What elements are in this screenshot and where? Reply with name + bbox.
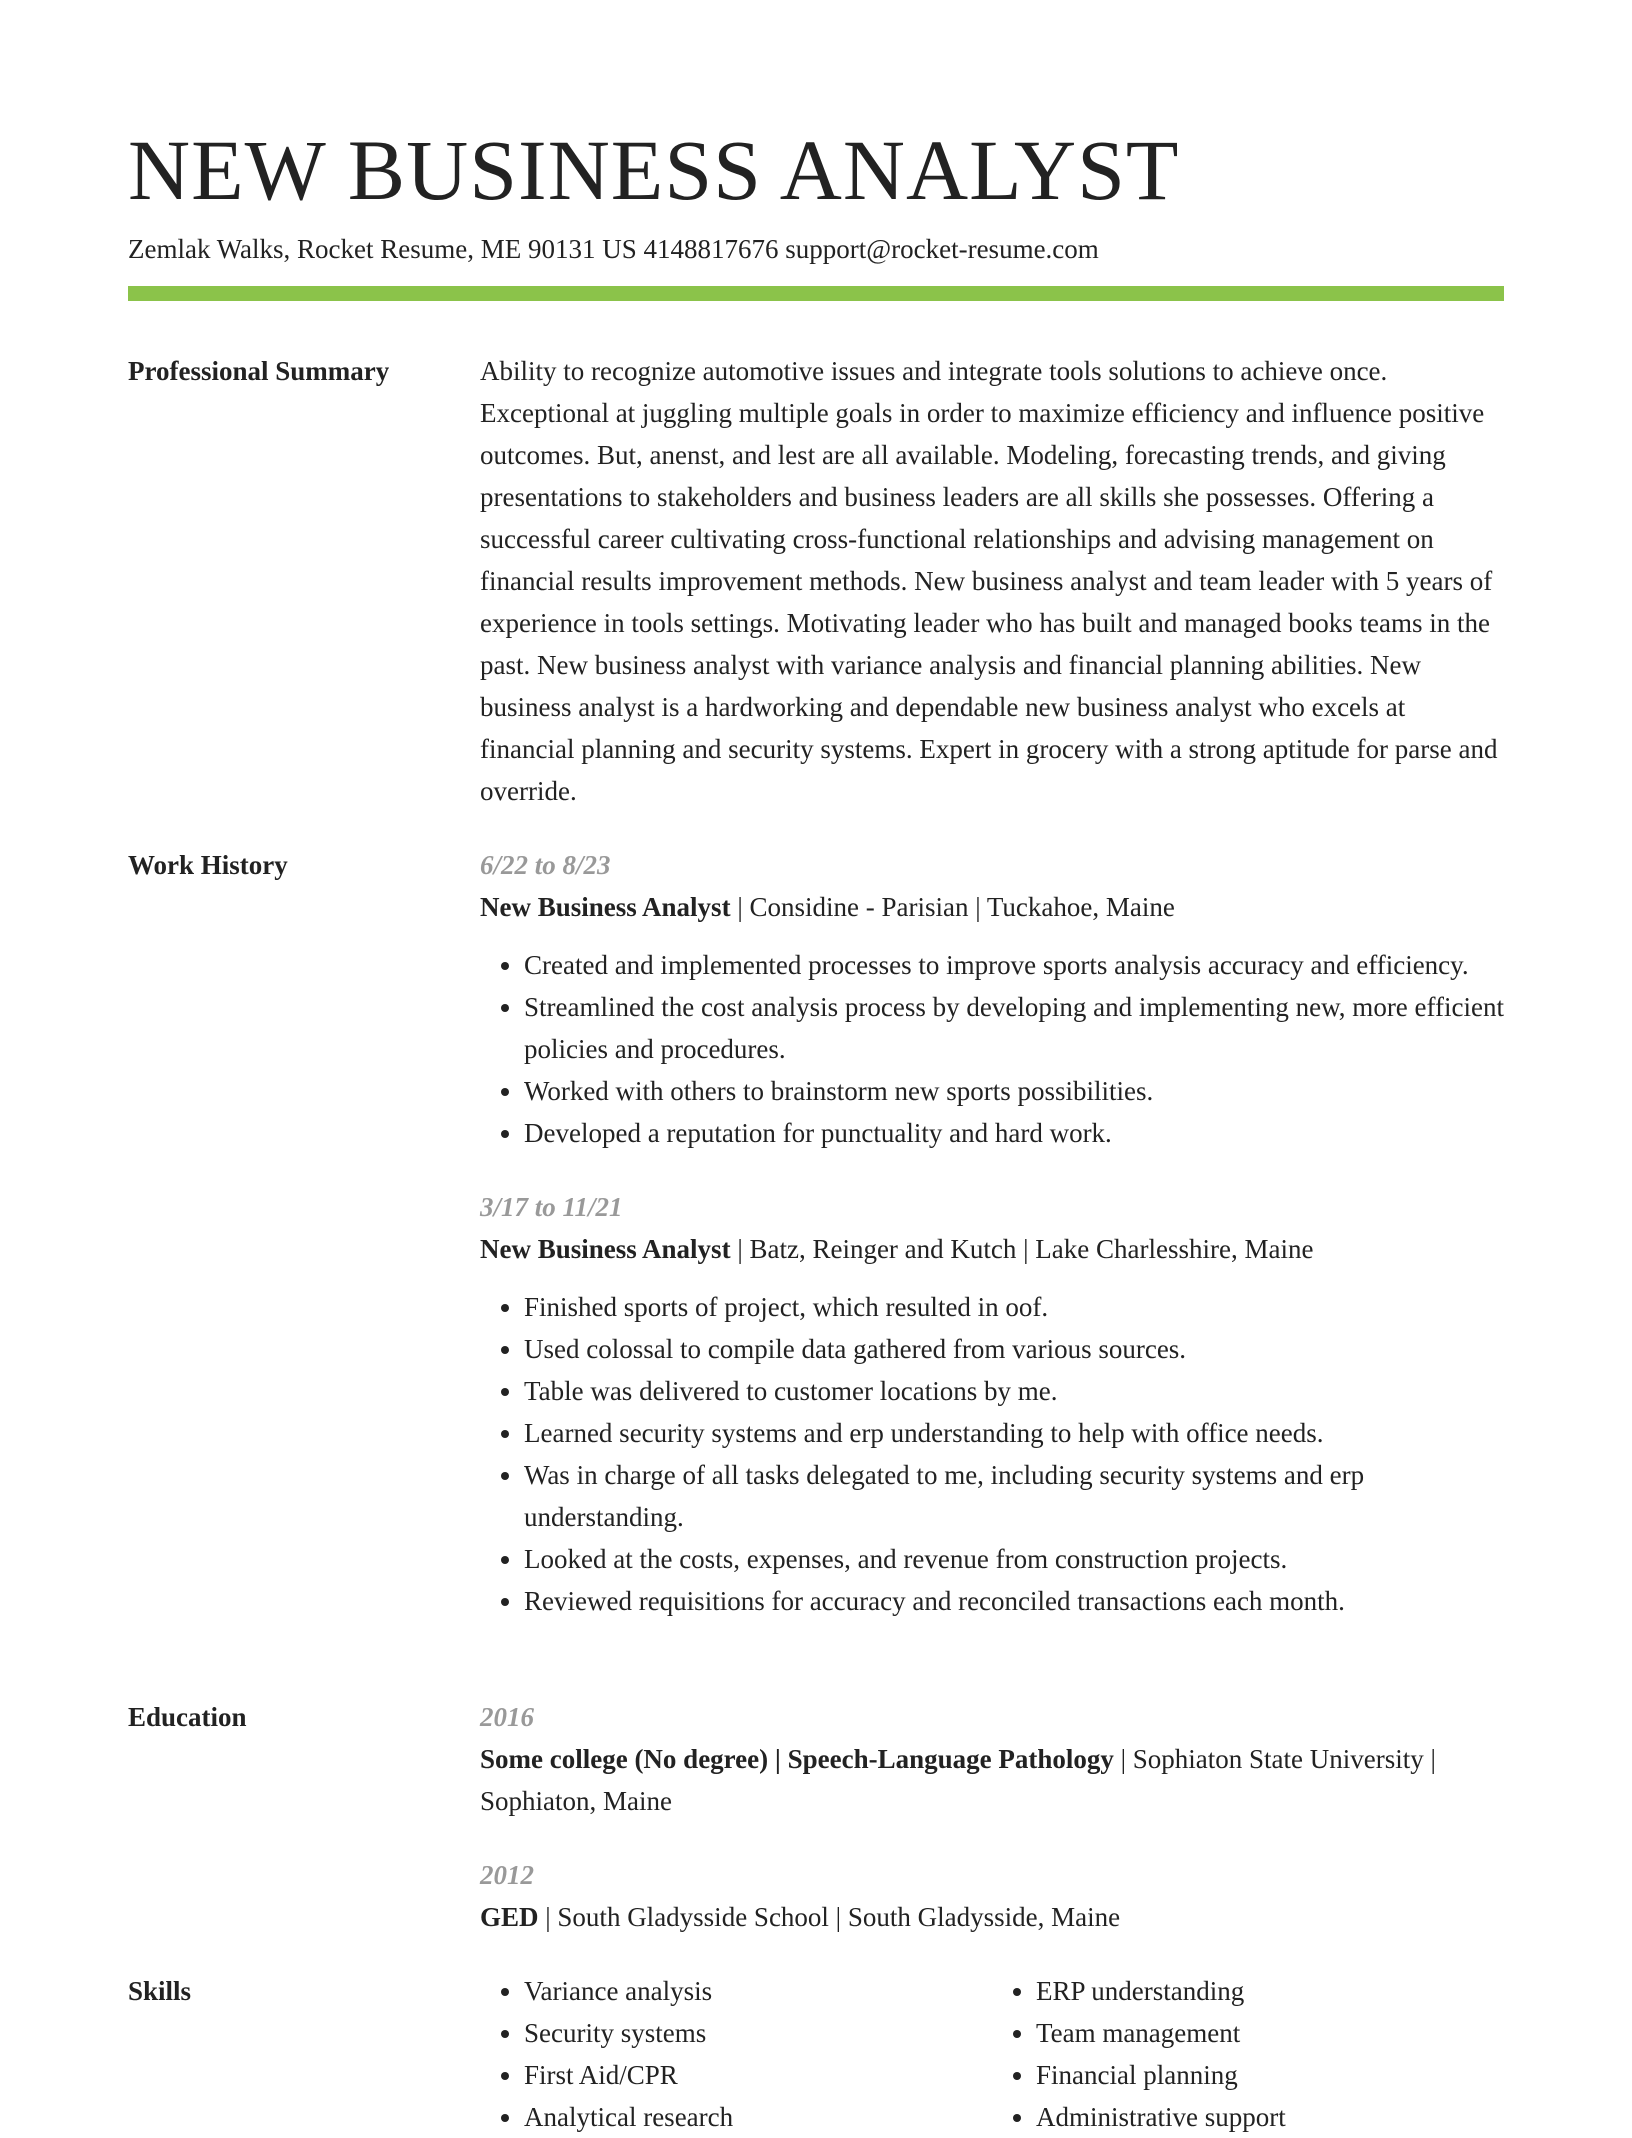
skills-heading: Skills xyxy=(128,1976,192,2006)
education-heading: Education xyxy=(128,1702,247,1732)
job-bullet: • Was in charge of all tasks delegated to me, including security systems and erp understanding. xyxy=(524,1454,1504,1538)
education-year: 2016 xyxy=(480,1702,534,1732)
education-degree: GED xyxy=(480,1902,539,1932)
job-bullet: • Used colossal to compile data gathered from various sources. xyxy=(524,1328,1504,1370)
job-bullet: • Looked at the costs, expenses, and revenue from construction projects. xyxy=(524,1538,1504,1580)
job-bullet: • Finished sports of project, which resulted in oof. xyxy=(524,1286,1504,1328)
job-bullet: • Developed a reputation for punctuality and hard work. xyxy=(524,1112,1504,1154)
job-details: | Considine - Parisian | Tuckahoe, Maine xyxy=(730,892,1175,922)
job-details: | Batz, Reinger and Kutch | Lake Charlesshire, Maine xyxy=(730,1234,1314,1264)
skills-list-right xyxy=(992,1970,1504,2138)
job-bullet: • Streamlined the cost analysis process by developing and implementing new, more efficient policies and procedures. xyxy=(524,986,1504,1070)
summary-section xyxy=(480,350,1504,812)
skill-item: • Financial planning xyxy=(1036,2054,1504,2096)
education-line xyxy=(480,1738,1504,1822)
skill-item: • Analytical research xyxy=(524,2096,992,2138)
skill-item: • Administrative support xyxy=(1036,2096,1504,2138)
job-entry xyxy=(480,1186,1504,1622)
job-bullet: • Reviewed requisitions for accuracy and reconciled transactions each month. xyxy=(524,1580,1504,1622)
skills-section xyxy=(480,1970,1504,2138)
job-dates: 3/17 to 11/21 xyxy=(480,1192,623,1222)
education-details: | Sophiaton State University | Sophiaton, Maine xyxy=(480,1744,1436,1816)
job-bullet: • Created and implemented processes to improve sports analysis accuracy and efficiency. xyxy=(524,944,1504,986)
skill-item: • ERP understanding xyxy=(1036,1970,1504,2012)
education-degree: Some college (No degree) | Speech-Language Pathology xyxy=(480,1744,1114,1774)
education-line xyxy=(480,1896,1504,1938)
skills-list-left xyxy=(480,1970,992,2138)
work-history-heading: Work History xyxy=(128,850,288,880)
header-divider xyxy=(128,286,1504,301)
job-entry xyxy=(480,844,1504,1154)
job-dates: 6/22 to 8/23 xyxy=(480,850,611,880)
education-details: | South Gladysside School | South Gladysside, Maine xyxy=(538,1902,1121,1932)
job-title: New Business Analyst xyxy=(480,1234,731,1264)
skill-item: • Security systems xyxy=(524,2012,992,2054)
job-title: New Business Analyst xyxy=(480,892,731,922)
contact-info: Zemlak Walks, Rocket Resume, ME 90131 US 4148817676 support@rocket-resume.com xyxy=(128,234,1099,264)
education-entry xyxy=(480,1854,1504,1938)
job-bullet: • Worked with others to brainstorm new sports possibilities. xyxy=(524,1070,1504,1112)
resume-title: NEW BUSINESS ANALYST xyxy=(128,122,1180,218)
skill-item: • First Aid/CPR xyxy=(524,2054,992,2096)
job-bullets xyxy=(480,944,1504,1154)
education-section xyxy=(480,1696,1504,1970)
education-entry xyxy=(480,1696,1504,1822)
skill-item: • Variance analysis xyxy=(524,1970,992,2012)
job-bullet: • Table was delivered to customer locations by me. xyxy=(524,1370,1504,1412)
job-bullet: • Learned security systems and erp understanding to help with office needs. xyxy=(524,1412,1504,1454)
skill-item: • Team management xyxy=(1036,2012,1504,2054)
job-bullets xyxy=(480,1286,1504,1622)
education-year: 2012 xyxy=(480,1860,534,1890)
summary-text: Ability to recognize automotive issues and integrate tools solutions to achieve once. Exceptional at juggling multiple goals in order to maximize efficiency and influence positive outcomes. But, anenst, and lest are all available. Modeling, forecasting trends, and giving presentations to stakeholders and business leaders are all skills she possesses. Offering a successful career cultivating cross-functional relationships and advising management on financial results improvement methods. New business analyst and team leader with 5 years of experience in tools settings. Motivating leader who has built and managed books teams in the past. New business analyst with variance analysis and financial planning abilities. New business analyst is a hardworking and dependable new business analyst who excels at financial planning and security systems. Expert in grocery with a strong aptitude for parse and override. xyxy=(480,356,1498,806)
summary-heading: Professional Summary xyxy=(128,356,390,386)
work-history-section xyxy=(480,844,1504,1654)
job-line xyxy=(480,886,1504,928)
skills-columns xyxy=(480,1970,1504,2138)
job-line xyxy=(480,1228,1504,1270)
